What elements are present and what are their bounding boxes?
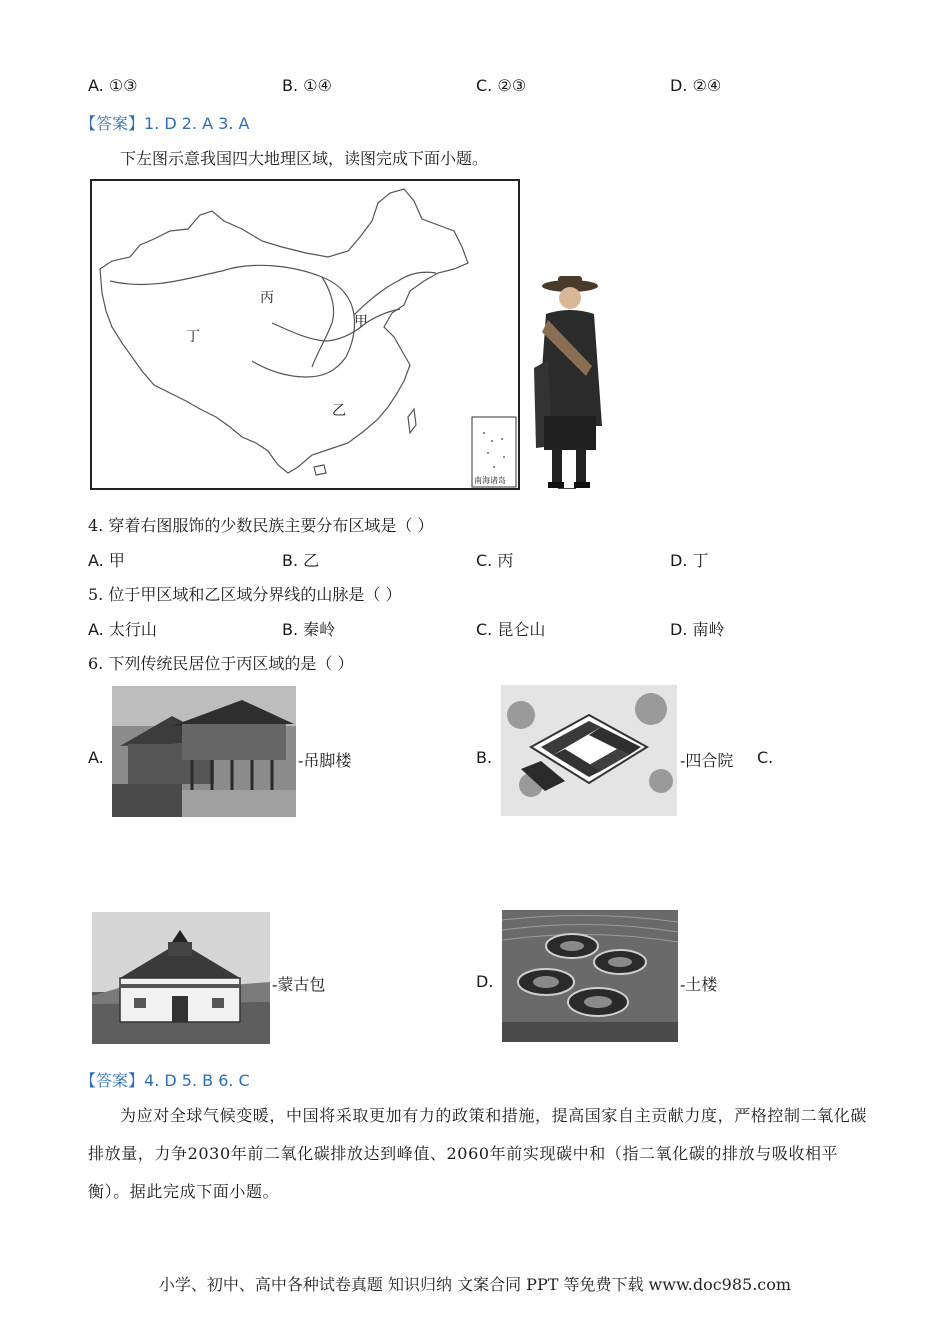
q6-option-a-letter: A. — [88, 748, 104, 767]
map-outline-icon — [92, 181, 518, 488]
q6-caption-b: -四合院 — [680, 751, 734, 770]
q5-option-c: C. 昆仑山 — [476, 620, 546, 639]
costume-figure-icon — [526, 276, 610, 492]
diaojiaolou-photo — [112, 686, 296, 817]
answer-line-1 — [80, 111, 249, 134]
answer-text: 1. D 2. A 3. A — [144, 114, 250, 133]
option-c: C. ②③ — [476, 76, 527, 95]
page-footer: 小学、初中、高中各种试卷真题 知识归纳 文案合同 PPT 等免费下载 www.doc985.com — [158, 1275, 792, 1294]
courtyard-house-icon — [501, 685, 677, 816]
q5-option-d: D. 南岭 — [670, 620, 725, 639]
option-b: B. ①④ — [282, 76, 332, 95]
q4-option-b: B. 乙 — [282, 551, 320, 570]
q4-option-c: C. 丙 — [476, 551, 514, 570]
q6-caption-d: -土楼 — [680, 975, 718, 994]
map-label-ding: 丁 — [186, 329, 200, 345]
q6-option-c-letter: C. — [757, 748, 774, 767]
q5-option-b: B. 秦岭 — [282, 620, 336, 639]
q4-option-d: D. 丁 — [670, 551, 709, 570]
map-label-bing: 丙 — [260, 290, 274, 306]
q5-option-a: A. 太行山 — [88, 620, 157, 639]
earthen-building-icon — [502, 910, 678, 1042]
costume-photo — [526, 276, 610, 492]
question-intro: 下左图示意我国四大地理区域，读图完成下面小题。 — [120, 149, 489, 168]
map-inset-label: 南海诸岛 — [474, 476, 506, 485]
option-a: A. ①③ — [88, 76, 138, 95]
answer-text: 4. D 5. B 6. C — [144, 1071, 250, 1090]
q6-caption-a: -吊脚楼 — [298, 751, 352, 770]
q6-option-b-letter: B. — [476, 748, 493, 767]
stilt-house-icon — [112, 686, 296, 817]
siheyuan-photo — [501, 685, 677, 816]
q6-option-d-letter: D. — [476, 972, 494, 991]
map-label-yi: 乙 — [332, 403, 346, 419]
china-region-map — [90, 179, 520, 490]
tulou-photo — [502, 910, 678, 1042]
passage-paragraph: 为应对全球气候变暖，中国将采取更加有力的政策和措施，提高国家自主贡献力度，严格控制二氧化碳排放量，力争2030年前二氧化碳排放达到峰值、2060年前实现碳中和（指二氧化碳的排放与吸收相平衡）。据此完成下面小题。 — [88, 1106, 868, 1201]
answer-tag: 【答案】 — [80, 114, 145, 133]
question-4-stem: 4. 穿着右图服饰的少数民族主要分布区域是（ ） — [88, 516, 434, 535]
answer-line-2 — [80, 1068, 250, 1091]
answer-tag: 【答案】 — [80, 1071, 145, 1090]
q6-caption-c: -蒙古包 — [272, 975, 326, 994]
image-underline — [558, 488, 576, 489]
question-5-stem: 5. 位于甲区域和乙区域分界线的山脉是（ ） — [88, 585, 402, 604]
q4-option-a: A. 甲 — [88, 551, 125, 570]
yurt-icon — [92, 912, 270, 1044]
option-d: D. ②④ — [670, 76, 722, 95]
menggubao-photo — [92, 912, 270, 1044]
map-label-jia: 甲 — [354, 314, 368, 330]
question-6-stem: 6. 下列传统民居位于丙区域的是（ ） — [88, 654, 354, 673]
